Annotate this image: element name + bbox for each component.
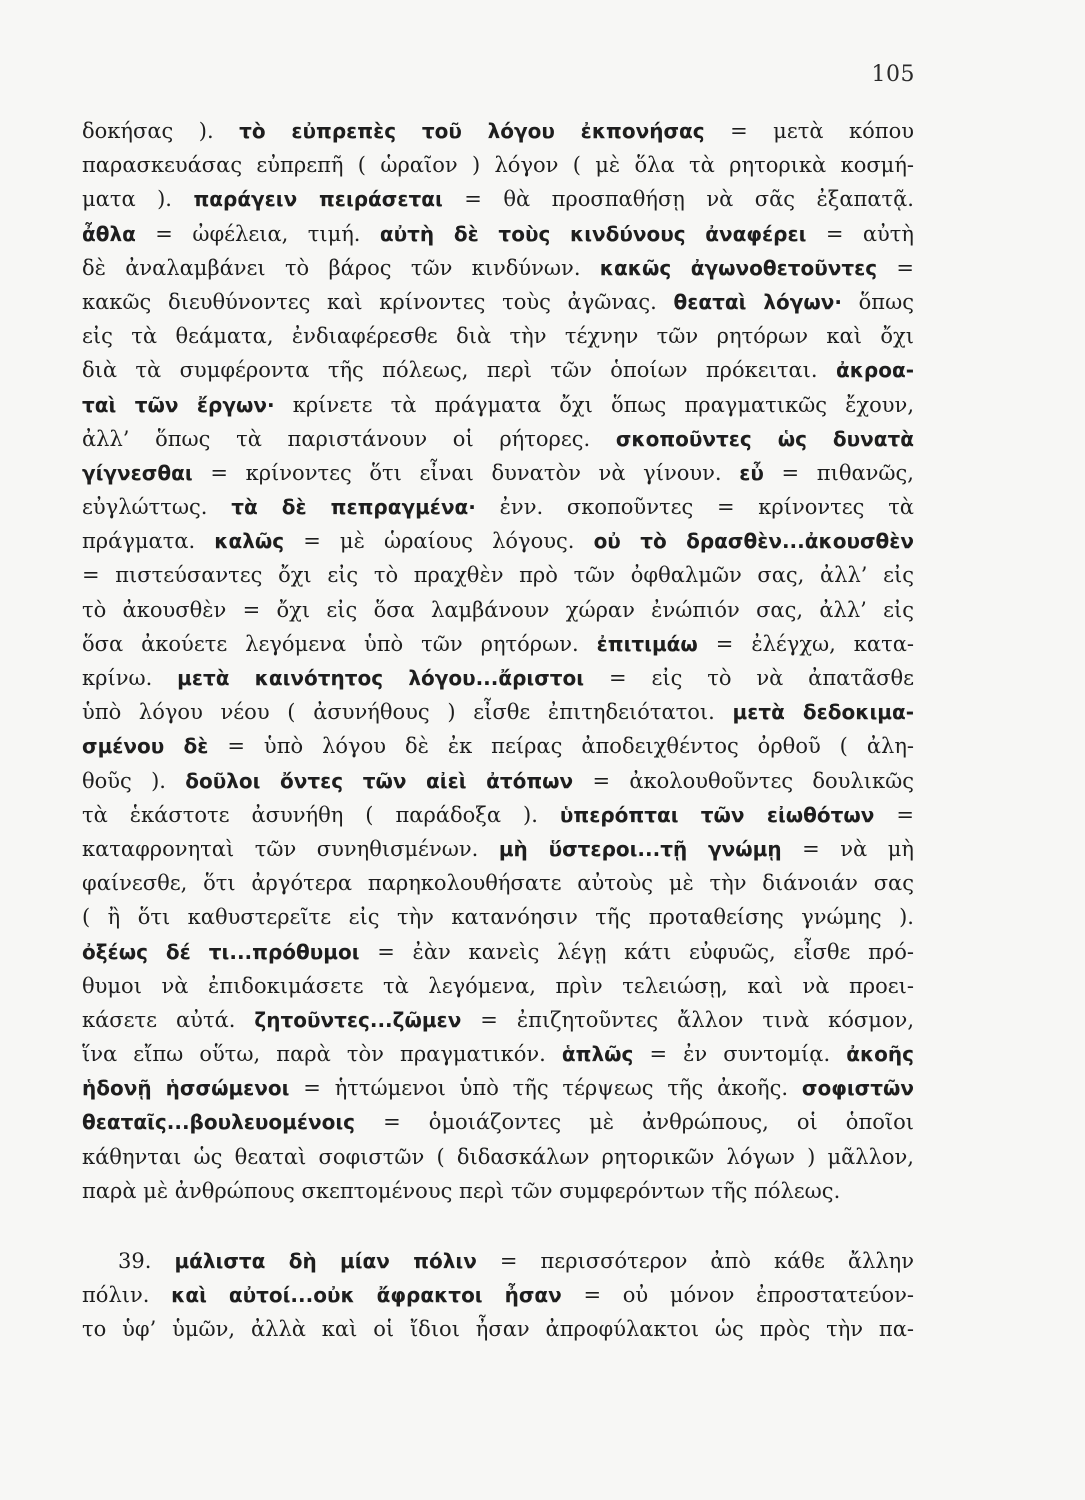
text-line <box>82 182 914 216</box>
gloss-text: = μετὰ κόπου <box>704 119 914 143</box>
text-line <box>82 422 914 456</box>
lemma-term: ἡδονῇ ἡσσώμενοι <box>82 1076 290 1101</box>
text-line <box>82 661 914 695</box>
text-line <box>82 217 914 251</box>
text-line <box>82 969 914 1003</box>
lemma-term: τὰ δὲ πεπραγμένα· <box>231 495 476 520</box>
text-line <box>82 695 914 729</box>
gloss-text: εἰς τὰ θεάματα, ἐνδιαφέρεσθε διὰ τὴν τέχνην τῶν ρητόρων καὶ ὄχι <box>82 324 914 349</box>
gloss-text: ἐνν. σκοποῦντες = κρίνοντες τὰ <box>475 495 914 520</box>
text-line <box>82 251 914 285</box>
lemma-term: καὶ αὐτοί...οὐκ ἄφρακτοι ἦσαν <box>171 1283 562 1308</box>
lemma-term: μετὰ καινότητος λόγου...ἄριστοι <box>177 666 585 690</box>
text-line <box>82 490 914 524</box>
lemma-term: θεαταῖς...βουλευομένοις <box>82 1110 356 1135</box>
gloss-text: = ὠφέλεια, τιμή. <box>135 221 380 246</box>
lemma-term: γίγνεσθαι <box>82 460 193 485</box>
gloss-text: δοκήσας ). <box>82 119 240 143</box>
gloss-text: = ἡττώμενοι ὑπὸ τῆς τέρψεως τῆς ἀκοῆς. <box>289 1076 802 1101</box>
gloss-text: κρίνετε τὰ πράγματα ὄχι ὅπως πραγματικῶς ἔχουν, <box>274 392 914 417</box>
text-line <box>82 148 914 182</box>
lemma-term: καλῶς <box>214 529 285 554</box>
lemma-term: οὐ τὸ δρασθὲν...ἀκουσθὲν <box>593 529 914 554</box>
lemma-term: μάλιστα δὴ μίαν πόλιν <box>174 1249 477 1273</box>
gloss-text: παρὰ μὲ ἀνθρώπους σκεπτομένους περὶ τῶν συμφερόντων τῆς πόλεως. <box>82 1178 841 1203</box>
lemma-term: θεαταὶ λόγων· <box>673 289 842 314</box>
gloss-text: ματα ). <box>82 187 194 212</box>
gloss-text: καταφρονηταὶ τῶν συνηθισμένων. <box>82 836 499 861</box>
lemma-term: ἁπλῶς <box>561 1042 634 1067</box>
gloss-text: κρίνω. <box>82 666 178 690</box>
gloss-text: = ἐπιζητοῦντες ἄλλον τινὰ κόσμον, <box>461 1007 914 1032</box>
text-line <box>82 114 914 148</box>
commentary-text <box>82 114 914 1347</box>
text-line <box>82 866 914 900</box>
gloss-text: = ἀκολουθοῦντες δουλικῶς <box>573 768 914 793</box>
lemma-term: ἆθλα <box>82 221 136 246</box>
gloss-text: θοῦς ). <box>82 768 186 793</box>
gloss-text: = <box>874 802 914 827</box>
gloss-text: ὅπως <box>841 289 914 314</box>
gloss-text: = πιθανῶς, <box>763 460 914 485</box>
text-line <box>82 285 914 319</box>
gloss-text: = ἐὰν κανεὶς λέγῃ κάτι εὐφυῶς, εἶσθε πρό- <box>359 939 914 964</box>
text-line <box>82 900 914 934</box>
gloss-text: = πιστεύσαντες ὄχι εἰς τὸ πραχθὲν πρὸ τῶν ὀφθαλμῶν σας, ἀλλ’ εἰς <box>82 563 914 588</box>
gloss-text: κάθηνται ὡς θεαταὶ σοφιστῶν ( διδασκάλων ρητορικῶν λόγων ) μᾶλλον, <box>82 1144 914 1169</box>
text-line <box>82 1174 914 1208</box>
gloss-text: εὐγλώττως. <box>82 495 232 520</box>
text-line <box>82 558 914 592</box>
lemma-term: ἀκοῆς <box>846 1042 914 1067</box>
paragraph-gap <box>82 1208 914 1244</box>
lemma-term: σοφιστῶν <box>801 1076 914 1101</box>
gloss-text: διὰ τὰ συμφέροντα τῆς πόλεως, περὶ τῶν ὁποίων πρόκειται. <box>82 358 836 383</box>
gloss-text: ἵνα εἴπω οὕτω, παρὰ τὸν πραγματικόν. <box>82 1042 562 1067</box>
lemma-term: σκοποῦντες ὡς δυνατὰ <box>615 426 914 451</box>
lemma-term: κακῶς ἀγωνοθετοῦντες <box>599 255 878 280</box>
text-line <box>82 319 914 353</box>
lemma-term: ζητοῦντες...ζῶμεν <box>254 1007 462 1032</box>
lemma-term: δοῦλοι ὄντες τῶν αἰεὶ ἀτόπων <box>185 768 574 793</box>
text-line <box>82 1037 914 1071</box>
lemma-term: τὸ εὐπρεπὲς τοῦ λόγου ἐκπονήσας <box>239 119 705 143</box>
gloss-text: κάσετε αὐτά. <box>82 1007 255 1032</box>
gloss-text: ὅσα ἀκούετε λεγόμενα ὑπὸ τῶν ρητόρων. <box>82 631 597 656</box>
gloss-text: = οὐ μόνον ἐπροστατεύον- <box>561 1283 914 1308</box>
lemma-term: μὴ ὕστεροι...τῇ γνώμῃ <box>498 836 782 861</box>
gloss-text: θυμοι νὰ ἐπιδοκιμάσετε τὰ λεγόμενα, πρὶν τελειώσῃ, καὶ νὰ προει- <box>82 973 914 998</box>
lemma-term: ὑπερόπται τῶν εἰωθότων <box>559 802 875 827</box>
text-line <box>82 798 914 832</box>
lemma-term: ταὶ τῶν ἔργων· <box>82 392 275 417</box>
lemma-term: ἀκροα- <box>835 358 914 383</box>
lemma-term: παράγειν πειράσεται <box>193 187 443 212</box>
text-line <box>82 1105 914 1139</box>
gloss-text: ( ἢ ὅτι καθυστερεῖτε εἰς τὴν κατανόησιν τῆς προταθείσης γνώμης ). <box>82 905 914 930</box>
text-line <box>82 832 914 866</box>
gloss-text: = μὲ ὡραίους λόγους. <box>284 529 594 554</box>
text-line <box>82 1003 914 1037</box>
gloss-text: παρασκευάσας εὐπρεπῆ ( ὡραῖον ) λόγον ( μὲ ὅλα τὰ ρητορικὰ κοσμή- <box>82 153 914 178</box>
gloss-text: = ἐλέγχω, κατα- <box>697 631 914 656</box>
gloss-text: ὑπὸ λόγου νέου ( ἀσυνήθους ) εἶσθε ἐπιτηδειότατοι. <box>82 700 733 725</box>
gloss-text: πόλιν. <box>82 1283 172 1308</box>
text-line <box>82 456 914 490</box>
gloss-text: το ὑφ’ ὑμῶν, ἀλλὰ καὶ οἱ ἴδιοι ἦσαν ἀπροφύλακτοι ὡς πρὸς τὴν πα- <box>82 1317 914 1342</box>
gloss-text: = αὐτὴ <box>806 221 914 246</box>
page-number: 105 <box>871 62 915 87</box>
lemma-term: μετὰ δεδοκιμα- <box>732 700 914 725</box>
gloss-text: = νὰ μὴ <box>781 836 914 861</box>
gloss-text: τὰ ἑκάστοτε ἀσυνήθη ( παράδοξα ). <box>82 802 560 827</box>
gloss-text: = ἐν συντομίᾳ. <box>633 1042 847 1067</box>
gloss-text: τὸ ἀκουσθὲν = ὄχι εἰς ὅσα λαμβάνουν χώραν ἐνώπιόν σας, ἀλλ’ εἰς <box>82 597 914 622</box>
text-line <box>82 1278 914 1312</box>
text-line <box>82 353 914 387</box>
gloss-text: πράγματα. <box>82 529 215 554</box>
gloss-text: = εἰς τὸ νὰ ἀπατᾶσθε <box>584 666 914 690</box>
gloss-text: = κρίνοντες ὅτι εἶναι δυνατὸν νὰ γίνουν. <box>192 460 740 485</box>
text-line <box>82 388 914 422</box>
gloss-text: φαίνεσθε, ὅτι ἀργότερα παρηκολουθήσατε αὐτοὺς μὲ τὴν διάνοιάν σας <box>82 871 914 896</box>
lemma-term: αὐτὴ δὲ τοὺς κινδύνους ἀναφέρει <box>379 221 807 246</box>
gloss-text: κακῶς διευθύνοντες καὶ κρίνοντες τοὺς ἀγῶνας. <box>82 289 674 314</box>
gloss-text: ἀλλ’ ὅπως τὰ παριστάνουν οἱ ρήτορες. <box>82 426 616 451</box>
lemma-term: εὖ <box>739 460 764 485</box>
text-line <box>82 1312 914 1346</box>
gloss-text: δὲ ἀναλαμβάνει τὸ βάρος τῶν κινδύνων. <box>82 255 600 280</box>
text-line <box>82 729 914 763</box>
gloss-text: 39. <box>118 1249 175 1273</box>
gloss-text: = ὁμοιάζοντες μὲ ἀνθρώπους, οἱ ὁποῖοι <box>355 1110 914 1135</box>
gloss-text: = ὑπὸ λόγου δὲ ἐκ πείρας ἀποδειχθέντος ὀρθοῦ ( ἀλη- <box>208 734 914 759</box>
text-line <box>82 764 914 798</box>
lemma-term: σμένου δὲ <box>82 734 209 759</box>
text-line <box>82 935 914 969</box>
text-line <box>82 1071 914 1105</box>
lemma-term: ἐπιτιμάω <box>596 631 698 656</box>
text-line <box>82 627 914 661</box>
gloss-text: = <box>877 255 914 280</box>
text-line <box>82 524 914 558</box>
gloss-text: = θὰ προσπαθήσῃ νὰ σᾶς ἐξαπατᾷ. <box>442 187 914 212</box>
lemma-term: ὀξέως δέ τι...πρόθυμοι <box>82 939 360 964</box>
text-line <box>82 593 914 627</box>
gloss-text: = περισσότερον ἀπὸ κάθε ἄλλην <box>476 1249 914 1273</box>
text-line <box>82 1140 914 1174</box>
text-line <box>82 1244 914 1278</box>
